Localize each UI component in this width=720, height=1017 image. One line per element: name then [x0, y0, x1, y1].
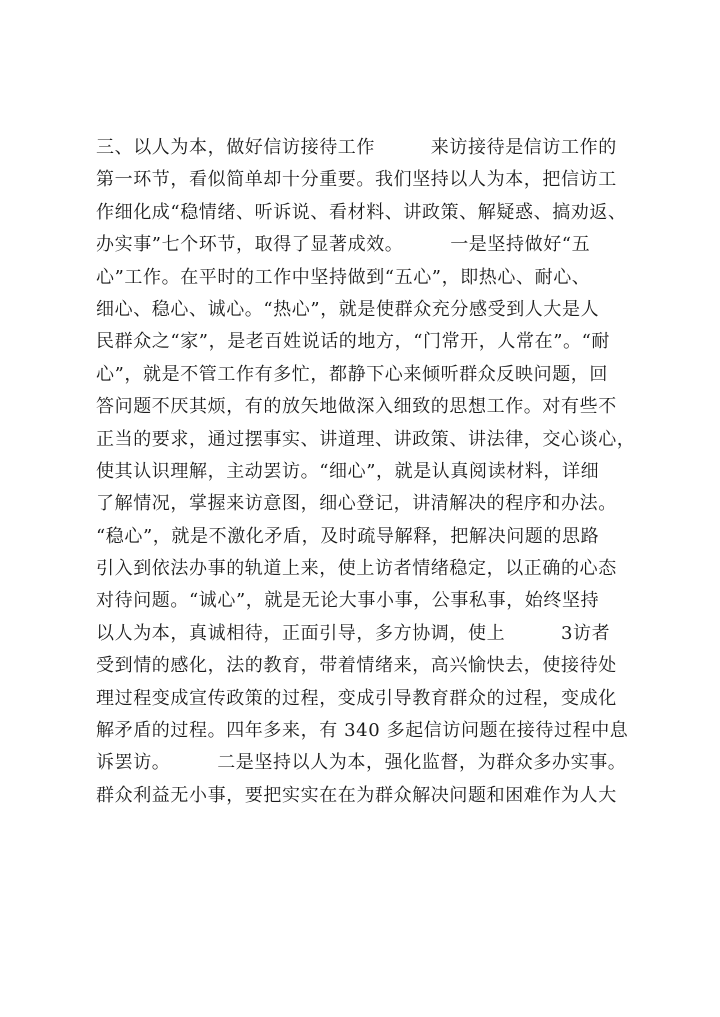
- text-line: 解矛盾的过程。四年多来，有 340 多起信访问题在接待过程中息: [96, 720, 629, 742]
- text-line: 心”工作。在平时的工作中坚持做到“五心”，即热心、耐心、: [96, 266, 591, 288]
- text-line: 三、以人为本，做好信访接待工作 来访接待是信访工作的: [96, 137, 617, 158]
- text-line: 第一环节，看似简单却十分重要。我们坚持以人为本，把信访工: [96, 169, 617, 191]
- text-line: 理过程变成宣传政策的过程，变成引导教育群众的过程，变成化: [96, 687, 617, 709]
- text-line: 正当的要求，通过摆事实、讲道理、讲政策、讲法律，交心谈心，: [96, 428, 636, 450]
- text-line: 民群众之“家”，是老百姓说话的地方，“门常开，人常在”。“耐: [96, 331, 611, 353]
- text-line: 受到情的感化，法的教育，带着情绪来，高兴愉快去，使接待处: [96, 655, 617, 677]
- text-line: 群众利益无小事，要把实实在在为群众解决问题和困难作为人大: [96, 784, 617, 806]
- text-line: 了解情况，掌握来访意图，细心登记，讲清解决的程序和办法。: [96, 493, 617, 515]
- text-line: 办实事”七个环节，取得了显著成效。 一是坚持做好“五: [96, 234, 591, 256]
- text-line: 使其认识理解，主动罢访。“细心”，就是认真阅读材料，详细: [96, 460, 600, 482]
- text-line: 心”，就是不管工作有多忙，都静下心来倾听群众反映问题，回: [96, 363, 608, 385]
- text-line: 对待问题。“诚心”，就是无论大事小事，公事私事，始终坚持: [96, 590, 600, 612]
- text-line: 细心、稳心、诚心。“热心”，就是使群众充分感受到人大是人: [96, 298, 600, 320]
- text-line: “稳心”，就是不激化矛盾，及时疏导解释，把解决问题的思路: [96, 525, 600, 547]
- text-line: 答问题不厌其烦，有的放矢地做深入细致的思想工作。对有些不: [96, 396, 617, 418]
- text-line: 诉罢访。 二是坚持以人为本，强化监督，为群众多办实事。: [96, 752, 627, 774]
- body-text: [96, 132, 686, 812]
- text-line: 作细化成“稳情绪、听诉说、看材料、讲政策、解疑惑、搞劝返、: [96, 201, 627, 223]
- text-line: 引入到依法办事的轨道上来，使上访者情绪稳定，以正确的心态: [96, 558, 617, 580]
- text-line: 以人为本，真诚相待，正面引导，多方协调，使上 3访者: [96, 622, 611, 644]
